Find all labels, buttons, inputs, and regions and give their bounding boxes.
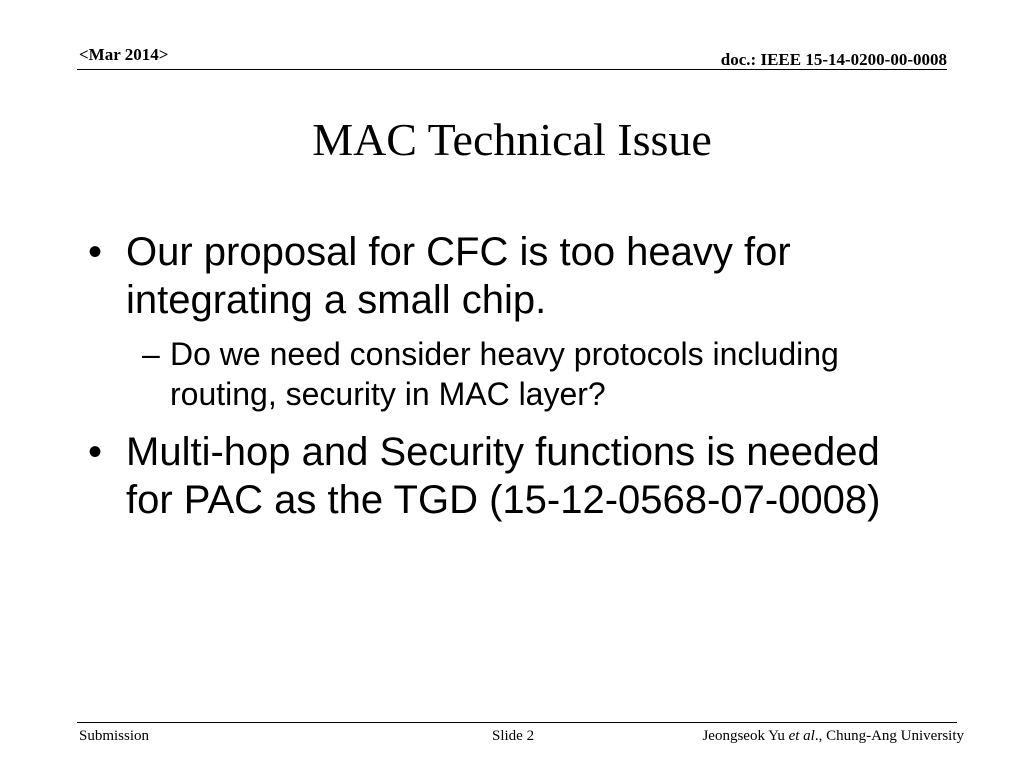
header-doc-id: doc.: IEEE 15-14-0200-00-0008 <box>720 50 947 69</box>
bullet-text: Multi-hop and Security functions is needed for PAC as the TGD (15-12-0568-07-0008) <box>126 430 881 522</box>
bullet-icon: • <box>88 230 103 274</box>
dash-icon: – <box>142 336 160 372</box>
bullet-text: Our proposal for CFC is too heavy for integrating a small chip. <box>126 230 791 322</box>
footer-author <box>702 728 964 745</box>
bullet-item <box>80 228 900 324</box>
slide-body <box>80 228 900 536</box>
header-date: <Mar 2014> <box>79 45 169 64</box>
bullet-icon: • <box>88 430 103 474</box>
footer-slide-number: Slide 2 <box>492 728 535 744</box>
footer-divider <box>77 722 957 723</box>
footer-submission: Submission <box>79 728 150 744</box>
sub-bullet-text: Do we need consider heavy protocols including routing, security in MAC layer? <box>170 336 839 412</box>
slide-title: MAC Technical Issue <box>312 114 712 165</box>
sub-bullet-item <box>80 334 900 414</box>
header-divider <box>77 69 947 70</box>
footer-author-name: Jeongseok Yu <box>702 728 789 744</box>
footer-affiliation: ., Chung-Ang University <box>814 728 964 744</box>
bullet-item <box>80 428 900 524</box>
footer-et-al: et al <box>788 728 815 744</box>
